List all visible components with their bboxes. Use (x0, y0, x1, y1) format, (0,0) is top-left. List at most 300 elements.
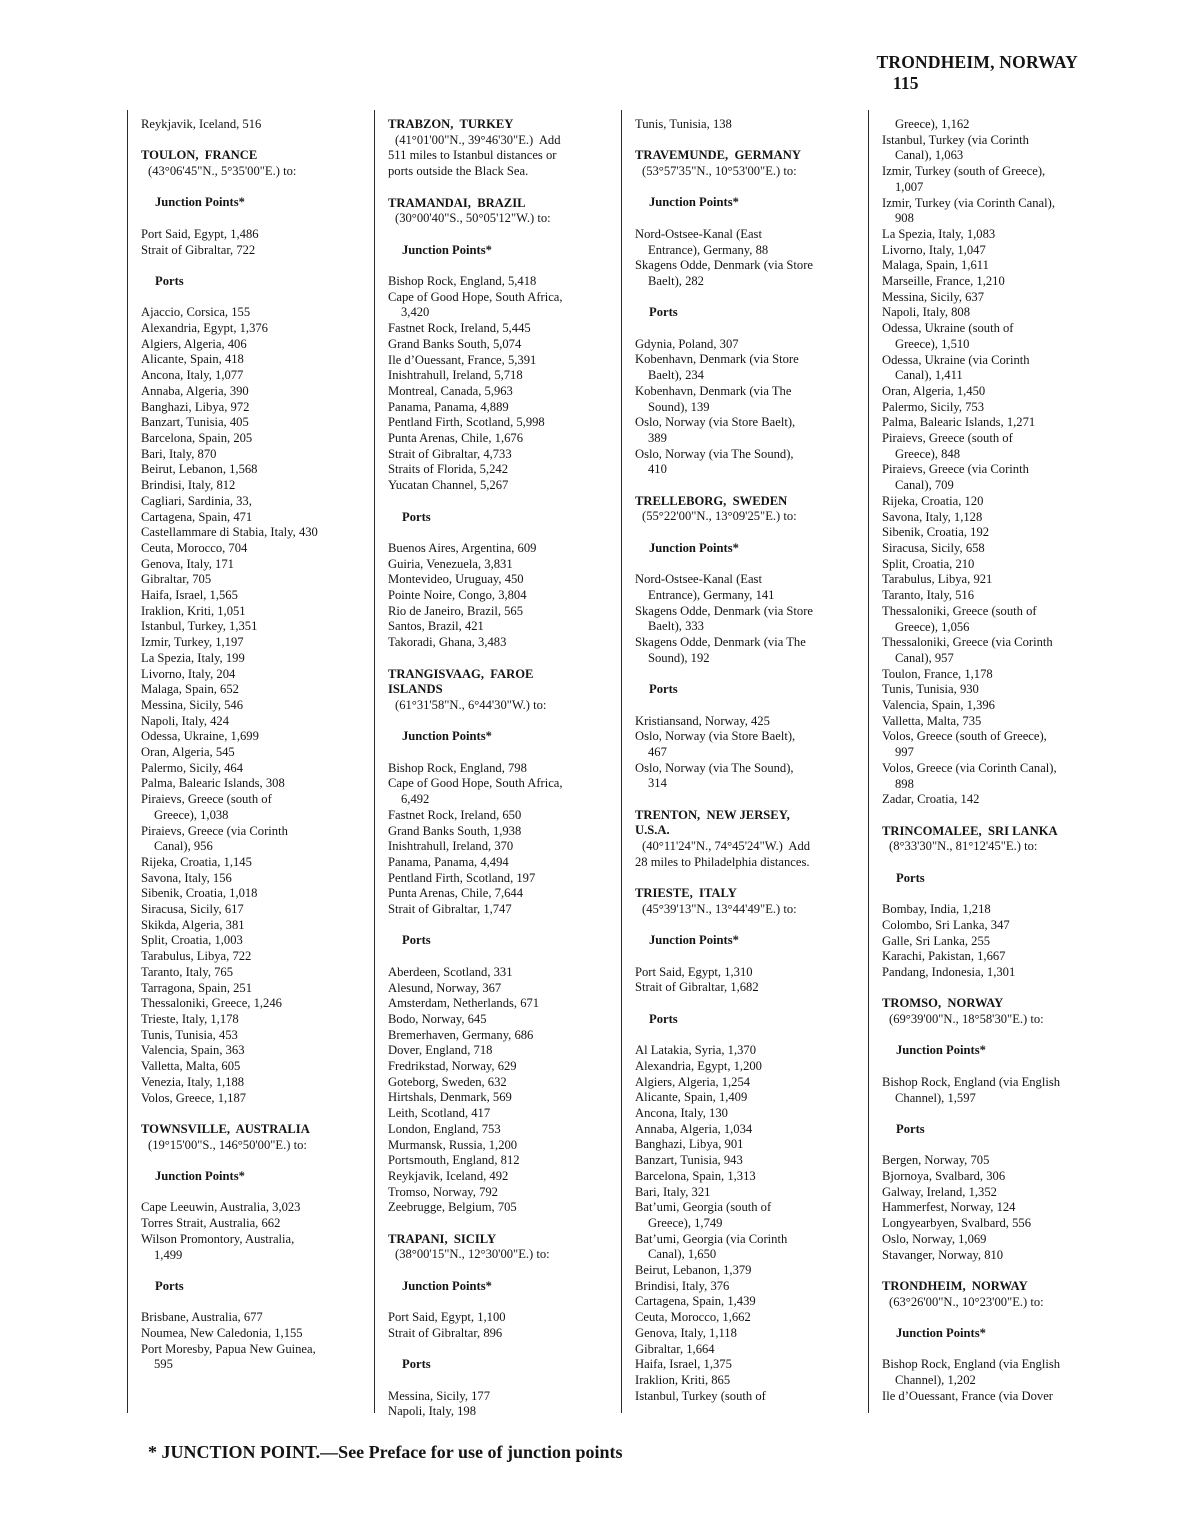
port-entry: Bishop Rock, England (via English (882, 1074, 1061, 1089)
port-entry: Valencia, Spain, 1,396 (882, 698, 995, 713)
port-entry: Taranto, Italy, 765 (141, 964, 234, 979)
entry-continuation: Canal), 709 (895, 478, 954, 493)
subsection-heading: Junction Points* (649, 195, 739, 210)
line-spacer (635, 557, 862, 573)
coordinates-line: (43°06'45"N., 5°35'00"E.) to: (148, 164, 297, 179)
port-entry: Alesund, Norway, 367 (388, 980, 502, 995)
port-entry: Banzart, Tunisia, 405 (141, 415, 249, 430)
port-entry: Straits of Florida, 5,242 (388, 462, 508, 477)
port-entry: Taranto, Italy, 516 (882, 588, 975, 603)
port-entry: Oslo, Norway (via Store Baelt), (635, 415, 796, 430)
port-entry: Strait of Gibraltar, 4,733 (388, 446, 512, 461)
port-entry: Tarragona, Spain, 251 (141, 980, 253, 995)
port-entry: Torres Strait, Australia, 662 (141, 1216, 281, 1231)
line-spacer (882, 1263, 1109, 1279)
port-entry: Kobenhavn, Denmark (via The (635, 383, 792, 398)
port-entry: Savona, Italy, 1,128 (882, 509, 983, 524)
port-entry: Punta Arenas, Chile, 7,644 (388, 886, 524, 901)
port-entry: Oslo, Norway, 1,069 (882, 1231, 987, 1246)
port-entry: Buenos Aires, Argentina, 609 (388, 540, 537, 555)
entry-continuation: 6,492 (401, 792, 430, 807)
port-entry: Ceuta, Morocco, 1,662 (635, 1310, 751, 1325)
port-entry: Strait of Gibraltar, 896 (388, 1325, 503, 1340)
section-title: TRELLEBORG, SWEDEN (635, 493, 788, 508)
entry-continuation: 1,499 (154, 1247, 183, 1262)
entry-continuation: 389 (648, 430, 667, 445)
port-entry: Panama, Panama, 4,494 (388, 854, 509, 869)
port-entry: Ajaccio, Corsica, 155 (141, 305, 251, 320)
section-title: TRENTON, NEW JERSEY, (635, 807, 790, 822)
port-entry: Volos, Greece (south of Greece), (882, 729, 1047, 744)
port-entry: Livorno, Italy, 204 (141, 666, 236, 681)
line-spacer (141, 1295, 368, 1311)
subsection-heading: Junction Points* (649, 540, 739, 555)
line-spacer (141, 133, 368, 149)
line-spacer (635, 871, 862, 887)
subsection-heading: Junction Points* (155, 1169, 245, 1183)
port-entry: Napoli, Italy, 424 (141, 713, 230, 728)
port-entry: Bodo, Norway, 645 (388, 1011, 487, 1026)
note-line: 511 miles to Istanbul distances or (388, 148, 557, 163)
port-entry: Bari, Italy, 870 (141, 446, 217, 461)
port-entry: Santos, Brazil, 421 (388, 619, 484, 634)
port-entry: Ile d’Ouessant, France (via Dover (882, 1388, 1053, 1403)
subsection-heading: Ports (402, 509, 431, 524)
subsection-heading: Junction Points* (896, 1325, 986, 1340)
port-entry: Volos, Greece, 1,187 (141, 1090, 247, 1105)
subsection-heading: Ports (649, 305, 678, 320)
coordinates-line: (41°01'00"N., 39°46'30"E.) Add (395, 132, 561, 147)
port-entry: Alexandria, Egypt, 1,200 (635, 1058, 762, 1073)
port-entry: London, England, 753 (388, 1121, 501, 1136)
port-entry: Galway, Ireland, 1,352 (882, 1184, 997, 1199)
port-entry: Messina, Sicily, 177 (388, 1388, 491, 1403)
line-spacer (141, 1185, 368, 1201)
line-spacer (635, 666, 862, 682)
port-entry: Aberdeen, Scotland, 331 (388, 964, 513, 979)
section-title: TRAMANDAI, BRAZIL (388, 195, 526, 210)
port-entry: Palermo, Sicily, 753 (882, 399, 985, 414)
port-entry: Haifa, Israel, 1,565 (141, 588, 238, 603)
port-entry: Alicante, Spain, 1,409 (635, 1090, 748, 1105)
port-entry: Pentland Firth, Scotland, 197 (388, 870, 536, 885)
line-spacer (388, 494, 615, 510)
column-1 (127, 110, 374, 1413)
port-entry: Skikda, Algeria, 381 (141, 917, 245, 932)
coordinates-line: (40°11'24"N., 74°45'24"W.) Add (642, 839, 811, 854)
coordinates-line: (61°31'58"N., 6°44'30"W.) to: (395, 697, 547, 712)
port-entry: Malaga, Spain, 652 (141, 682, 239, 697)
entry-continuation: Canal), 1,063 (895, 148, 964, 163)
port-entry: Bat’umi, Georgia (south of (635, 1200, 772, 1215)
entry-continuation: Sound), 139 (648, 399, 710, 414)
entry-continuation: 1,007 (895, 179, 924, 194)
entry-continuation: Canal), 956 (154, 839, 213, 854)
column-3 (621, 110, 868, 1413)
line-spacer (388, 714, 615, 730)
port-entry: Bari, Italy, 321 (635, 1184, 711, 1199)
port-entry: Pandang, Indonesia, 1,301 (882, 964, 1016, 979)
port-entry: Napoli, Italy, 808 (882, 305, 971, 320)
port-entry: Bombay, India, 1,218 (882, 902, 991, 917)
port-entry: Ancona, Italy, 1,077 (141, 368, 244, 383)
line-spacer (141, 1263, 368, 1279)
port-entry: Dover, England, 718 (388, 1043, 493, 1058)
port-entry: Alexandria, Egypt, 1,376 (141, 321, 268, 336)
line-spacer (882, 1106, 1109, 1122)
port-entry: Tromso, Norway, 792 (388, 1184, 498, 1199)
entry-continuation: Greece), 1,038 (154, 807, 229, 822)
line-spacer (635, 996, 862, 1012)
section-title: TRIESTE, ITALY (635, 886, 737, 901)
subsection-heading: Ports (649, 1011, 678, 1026)
section-title: TOULON, FRANCE (141, 148, 258, 163)
port-entry: Bat’umi, Georgia (via Corinth (635, 1231, 788, 1246)
port-entry: Zadar, Croatia, 142 (882, 792, 980, 807)
subsection-heading: Ports (896, 870, 925, 885)
port-entry: Siracusa, Sicily, 658 (882, 540, 985, 555)
port-entry: Brisbane, Australia, 677 (141, 1310, 263, 1325)
entry-continuation: Baelt), 282 (648, 273, 704, 288)
section-title: TROMSO, NORWAY (882, 996, 1004, 1011)
line-spacer (635, 792, 862, 808)
line-spacer (882, 1342, 1109, 1358)
port-entry: Alicante, Spain, 418 (141, 352, 244, 367)
entry-continuation: Greece), 1,510 (895, 336, 970, 351)
port-entry: Ile d’Ouessant, France, 5,391 (388, 352, 537, 367)
port-entry: Valencia, Spain, 363 (141, 1043, 245, 1058)
port-entry: Skagens Odde, Denmark (via Store (635, 603, 814, 618)
port-entry: Reykjavik, Iceland, 492 (388, 1168, 509, 1183)
entry-continuation: 3,420 (401, 305, 430, 320)
line-spacer (882, 1310, 1109, 1326)
port-entry: Thessaloniki, Greece (via Corinth (882, 635, 1053, 650)
port-entry: Cape of Good Hope, South Africa, (388, 289, 563, 304)
port-entry: Skagens Odde, Denmark (via The (635, 635, 806, 650)
entry-continuation: Channel), 1,597 (895, 1090, 976, 1105)
port-entry: Murmansk, Russia, 1,200 (388, 1137, 518, 1152)
entry-continuation: Greece), 1,162 (895, 117, 970, 131)
line-spacer (388, 525, 615, 541)
line-spacer (635, 698, 862, 714)
subsection-heading: Junction Points* (155, 195, 245, 210)
port-entry: Volos, Greece (via Corinth Canal), (882, 760, 1057, 775)
coordinates-line: (38°00'15"N., 12°30'00"E.) to: (395, 1247, 550, 1262)
port-entry: Annaba, Algeria, 390 (141, 383, 249, 398)
port-entry: Montreal, Canada, 5,963 (388, 383, 513, 398)
port-entry: Bjornoya, Svalbard, 306 (882, 1168, 1006, 1183)
port-entry: Istanbul, Turkey (via Corinth (882, 132, 1029, 147)
column-2 (374, 110, 621, 1419)
port-entry: Hirtshals, Denmark, 569 (388, 1090, 512, 1105)
port-entry: Wilson Promontory, Australia, (141, 1231, 295, 1246)
port-entry: Kobenhavn, Denmark (via Store (635, 352, 799, 367)
port-entry: Karachi, Pakistan, 1,667 (882, 949, 1006, 964)
port-entry: Haifa, Israel, 1,375 (635, 1357, 732, 1372)
port-entry: Odessa, Ukraine (south of (882, 321, 1014, 336)
line-spacer (635, 918, 862, 934)
entry-continuation: 908 (895, 211, 914, 226)
port-entry: Trieste, Italy, 1,178 (141, 1012, 239, 1026)
line-spacer (141, 1106, 368, 1122)
section-title: TRABZON, TURKEY (388, 117, 514, 131)
line-spacer (635, 180, 862, 196)
line-spacer (882, 1138, 1109, 1154)
subsection-heading: Junction Points* (896, 1043, 986, 1058)
port-entry: Genova, Italy, 171 (141, 556, 234, 571)
port-entry: Zeebrugge, Belgium, 705 (388, 1200, 517, 1215)
port-entry: Cartagena, Spain, 471 (141, 509, 253, 524)
port-entry: Inishtrahull, Ireland, 5,718 (388, 368, 523, 383)
subsection-heading: Junction Points* (402, 242, 492, 257)
port-entry: Galle, Sri Lanka, 255 (882, 933, 991, 948)
subsection-heading: Ports (649, 682, 678, 697)
line-spacer (141, 211, 368, 227)
line-spacer (388, 1373, 615, 1389)
line-spacer (141, 290, 368, 306)
port-entry: Piraievs, Greece (south of (141, 792, 272, 807)
port-entry: Nord-Ostsee-Kanal (East (635, 226, 762, 241)
port-entry: Portsmouth, England, 812 (388, 1153, 520, 1168)
line-spacer (388, 1295, 615, 1311)
port-entry: Banghazi, Libya, 901 (635, 1137, 744, 1152)
line-spacer (141, 258, 368, 274)
port-entry: Pointe Noire, Congo, 3,804 (388, 588, 527, 603)
port-entry: Leith, Scotland, 417 (388, 1106, 491, 1121)
port-entry: Brindisi, Italy, 812 (141, 478, 236, 493)
port-entry: Rio de Janeiro, Brazil, 565 (388, 603, 524, 618)
port-entry: Oslo, Norway (via Store Baelt), (635, 729, 796, 744)
subsection-heading: Ports (402, 1357, 431, 1372)
entry-continuation: Canal), 957 (895, 650, 954, 665)
port-entry: Tarabulus, Libya, 921 (882, 572, 993, 587)
port-entry: Savona, Italy, 156 (141, 870, 232, 885)
port-entry: Oslo, Norway (via The Sound), (635, 446, 794, 461)
coordinates-line: (63°26'00"N., 10°23'00"E.) to: (889, 1294, 1044, 1309)
port-entry: Izmir, Turkey, 1,197 (141, 635, 244, 650)
line-spacer (388, 1216, 615, 1232)
line-spacer (388, 949, 615, 965)
port-entry: Gibraltar, 705 (141, 572, 212, 587)
port-entry: Banghazi, Libya, 972 (141, 399, 250, 414)
port-entry: Skagens Odde, Denmark (via Store (635, 258, 814, 273)
port-entry: Livorno, Italy, 1,047 (882, 242, 986, 257)
line-spacer (388, 1263, 615, 1279)
section-title: TRONDHEIM, NORWAY (882, 1278, 1028, 1293)
port-entry: Annaba, Algeria, 1,034 (635, 1121, 753, 1136)
port-entry: Malaga, Spain, 1,611 (882, 258, 989, 273)
section-title: TRINCOMALEE, SRI LANKA (882, 823, 1058, 838)
port-entry: Split, Croatia, 210 (882, 556, 975, 571)
coordinates-line: (19°15'00"S., 146°50'00"E.) to: (148, 1137, 307, 1152)
port-entry: Nord-Ostsee-Kanal (East (635, 572, 762, 587)
line-spacer (388, 651, 615, 667)
port-entry: Valletta, Malta, 735 (882, 713, 982, 728)
line-spacer (882, 886, 1109, 902)
subsection-heading: Ports (896, 1121, 925, 1136)
port-entry: Gdynia, Poland, 307 (635, 336, 739, 351)
port-entry: Bergen, Norway, 705 (882, 1153, 990, 1168)
port-entry: Tunis, Tunisia, 453 (141, 1027, 238, 1042)
subsection-heading: Junction Points* (402, 729, 492, 744)
port-entry: Bishop Rock, England, 5,418 (388, 273, 537, 288)
port-entry: Beirut, Lebanon, 1,568 (141, 462, 258, 477)
port-entry: Strait of Gibraltar, 1,747 (388, 902, 512, 917)
entry-continuation: Baelt), 333 (648, 619, 704, 634)
port-entry: Fredrikstad, Norway, 629 (388, 1059, 517, 1074)
line-spacer (141, 180, 368, 196)
note-line: ports outside the Black Sea. (388, 164, 529, 179)
port-entry: Noumea, New Caledonia, 1,155 (141, 1325, 303, 1340)
section-title: TOWNSVILLE, AUSTRALIA (141, 1121, 310, 1136)
coordinates-line: (8°33'30"N., 81°12'45"E.) to: (889, 839, 1038, 854)
entry-continuation: 595 (154, 1357, 173, 1372)
entry-continuation: Channel), 1,202 (895, 1373, 976, 1388)
note-line: 28 miles to Philadelphia distances. (635, 854, 810, 869)
section-title: TRAVEMUNDE, GERMANY (635, 148, 801, 163)
port-entry: Palma, Balearic Islands, 1,271 (882, 415, 1036, 430)
port-entry: Ancona, Italy, 130 (635, 1106, 728, 1121)
port-entry: Goteborg, Sweden, 632 (388, 1074, 507, 1089)
port-entry: Siracusa, Sicily, 617 (141, 902, 244, 917)
port-entry: Brindisi, Italy, 376 (635, 1278, 730, 1293)
entry-continuation: 467 (648, 744, 667, 759)
port-entry: Strait of Gibraltar, 722 (141, 242, 256, 257)
section-title: ISLANDS (388, 682, 443, 697)
entry-continuation: Baelt), 234 (648, 368, 704, 383)
port-entry: Genova, Italy, 1,118 (635, 1325, 737, 1340)
running-title: TRONDHEIM, NORWAY (876, 52, 1078, 72)
line-spacer (635, 1028, 862, 1044)
port-entry: Strait of Gibraltar, 1,682 (635, 980, 759, 995)
subsection-heading: Ports (155, 273, 184, 288)
port-entry: Castellammare di Stabia, Italy, 430 (141, 525, 318, 540)
port-entry: Ceuta, Morocco, 704 (141, 540, 248, 555)
port-entry: Cape Leeuwin, Australia, 3,023 (141, 1200, 301, 1215)
section-title: TRAPANI, SICILY (388, 1231, 497, 1246)
line-spacer (635, 211, 862, 227)
subsection-heading: Junction Points* (649, 933, 739, 948)
port-entry: Yucatan Channel, 5,267 (388, 478, 509, 493)
port-entry: Grand Banks South, 5,074 (388, 336, 522, 351)
line-spacer (635, 321, 862, 337)
line-spacer (882, 1028, 1109, 1044)
entry-continuation: Greece), 848 (895, 446, 961, 461)
line-spacer (635, 525, 862, 541)
port-entry: Odessa, Ukraine (via Corinth (882, 352, 1030, 367)
port-entry: Cagliari, Sardinia, 33, (141, 493, 252, 508)
entry-continuation: Greece), 1,056 (895, 619, 970, 634)
port-entry: Iraklion, Kriti, 865 (635, 1373, 731, 1387)
section-title: U.S.A. (635, 823, 670, 838)
port-entry: Montevideo, Uruguay, 450 (388, 572, 524, 587)
subsection-heading: Junction Points* (402, 1278, 492, 1293)
coordinates-line: (53°57'35"N., 10°53'00"E.) to: (642, 164, 797, 179)
port-entry: Valletta, Malta, 605 (141, 1059, 241, 1074)
coordinates-line: (55°22'00"N., 13°09'25"E.) to: (642, 509, 797, 524)
port-entry: Sibenik, Croatia, 192 (882, 525, 990, 540)
line-spacer (388, 180, 615, 196)
subsection-heading: Ports (402, 933, 431, 948)
entry-continuation: Greece), 1,749 (648, 1215, 723, 1230)
port-entry: Port Moresby, Papua New Guinea, (141, 1341, 316, 1356)
port-entry: La Spezia, Italy, 1,083 (882, 226, 996, 241)
port-entry: Venezia, Italy, 1,188 (141, 1074, 245, 1089)
line-spacer (882, 808, 1109, 824)
coordinates-line: (45°39'13"N., 13°44'49"E.) to: (642, 901, 797, 916)
entry-continuation: 314 (648, 776, 667, 791)
port-entry: Takoradi, Ghana, 3,483 (388, 635, 507, 650)
port-entry: Inishtrahull, Ireland, 370 (388, 839, 514, 854)
port-entry: Palermo, Sicily, 464 (141, 760, 244, 775)
section-title: TRANGISVAAG, FAROE (388, 666, 534, 681)
port-entry: La Spezia, Italy, 199 (141, 650, 245, 665)
port-entry: Algiers, Algeria, 1,254 (635, 1074, 751, 1089)
entry-continuation: Entrance), Germany, 88 (648, 242, 769, 257)
port-entry: Hammerfest, Norway, 124 (882, 1200, 1016, 1215)
port-entry: Fastnet Rock, Ireland, 5,445 (388, 321, 531, 336)
port-entry: Bishop Rock, England, 798 (388, 760, 527, 775)
port-entry: Oran, Algeria, 545 (141, 745, 235, 760)
subsection-heading: Ports (155, 1278, 184, 1293)
port-entry: Sibenik, Croatia, 1,018 (141, 886, 258, 901)
entry-continuation: 410 (648, 462, 667, 477)
line-spacer (882, 1059, 1109, 1075)
port-entry: Iraklion, Kriti, 1,051 (141, 603, 246, 618)
port-entry: Amsterdam, Netherlands, 671 (388, 996, 540, 1011)
port-entry: Port Said, Egypt, 1,486 (141, 226, 259, 241)
port-entry: Oran, Algeria, 1,450 (882, 383, 986, 398)
entry-continuation: 898 (895, 776, 914, 791)
port-entry: Oslo, Norway (via The Sound), (635, 760, 794, 775)
port-entry: Port Said, Egypt, 1,310 (635, 964, 753, 979)
port-entry: Kristiansand, Norway, 425 (635, 713, 770, 728)
line-spacer (388, 1342, 615, 1358)
entry-continuation: Canal), 1,411 (895, 368, 963, 383)
port-entry: Banzart, Tunisia, 943 (635, 1153, 743, 1168)
line-spacer (635, 949, 862, 965)
port-entry: Bishop Rock, England (via English (882, 1357, 1061, 1372)
port-entry: Piraievs, Greece (south of (882, 431, 1013, 446)
line-spacer (635, 290, 862, 306)
port-entry: Colombo, Sri Lanka, 347 (882, 917, 1010, 932)
port-entry: Thessaloniki, Greece (south of (882, 603, 1037, 618)
port-entry: Izmir, Turkey (south of Greece), (882, 164, 1046, 179)
entry-continuation: Canal), 1,650 (648, 1247, 717, 1262)
port-entry: Fastnet Rock, Ireland, 650 (388, 807, 522, 822)
port-entry: Stavanger, Norway, 810 (882, 1247, 1004, 1262)
port-entry: Grand Banks South, 1,938 (388, 823, 522, 838)
port-entry: Messina, Sicily, 546 (141, 697, 244, 712)
entry-continuation: 997 (895, 745, 914, 760)
entry-continuation: Entrance), Germany, 141 (648, 587, 775, 602)
port-entry: Algiers, Algeria, 406 (141, 336, 247, 351)
coordinates-line: (69°39'00"N., 18°58'30"E.) to: (889, 1012, 1044, 1027)
port-entry: Barcelona, Spain, 1,313 (635, 1168, 756, 1183)
port-entry: Longyearbyen, Svalbard, 556 (882, 1216, 1031, 1231)
port-entry: Pentland Firth, Scotland, 5,998 (388, 415, 545, 430)
port-entry: Barcelona, Spain, 205 (141, 430, 253, 445)
port-entry: Rijeka, Croatia, 1,145 (141, 854, 252, 869)
port-entry: Istanbul, Turkey (south of (635, 1388, 766, 1403)
port-entry: Piraievs, Greece (via Corinth (882, 462, 1029, 477)
line-spacer (635, 133, 862, 149)
line-spacer (388, 745, 615, 761)
column-4 (868, 110, 1115, 1413)
port-entry: Izmir, Turkey (via Corinth Canal), (882, 195, 1055, 210)
port-entry: Piraievs, Greece (via Corinth (141, 823, 288, 838)
port-entry: Tunis, Tunisia, 930 (882, 682, 979, 697)
